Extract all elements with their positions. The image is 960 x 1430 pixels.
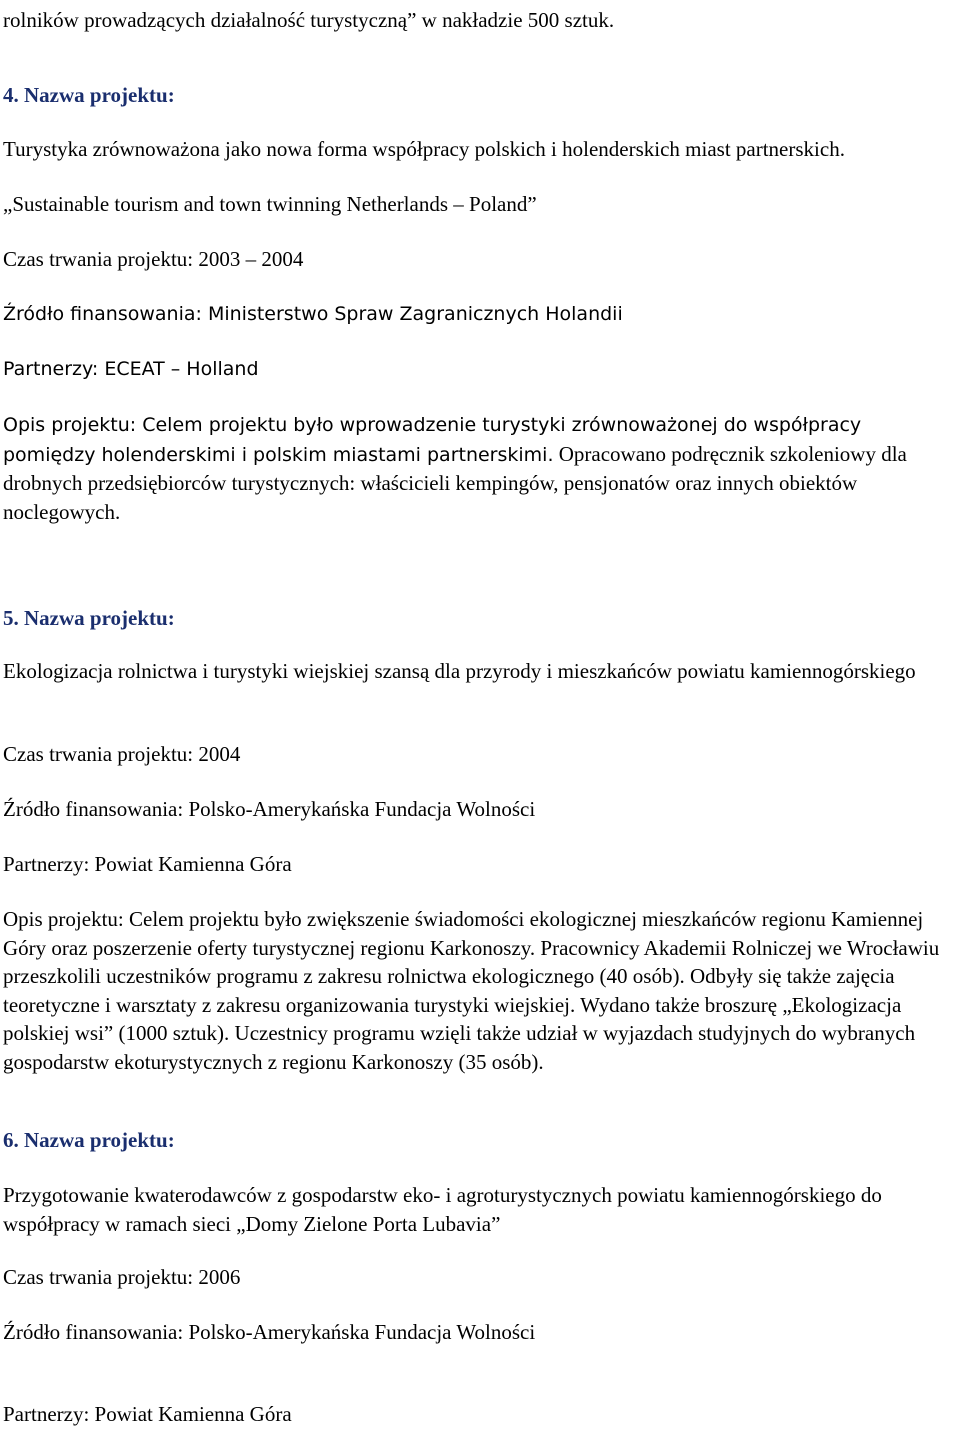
project-4-description-part1: Opis projektu: Celem projektu było wprowadzenie turystyki zrównoważonej do współpracy pomiędzy holenderskimi i polskim miastami partnerskimi. — [3, 414, 862, 466]
project-6-duration: Czas trwania projektu: 2006 — [3, 1265, 241, 1289]
project-5-description: Opis projektu: Celem projektu było zwiększenie świadomości ekologicznej mieszkańców regionu Kamiennej Góry oraz poszerzenie oferty turystycznej regionu Karkonoszy. Pracownicy Akademii Rolniczej we Wrocławiu przeszkolili uczestników programu z zakresu rolnictwa ekologicznego (40 osób). Odbyły się także zajęcia teoretyczne i warsztaty z zakresu organizowania turystyki wiejskiej. Wydano także broszurę „Ekologizacja polskiej wsi” (1000 sztuk). Uczestnicy programu wzięli także udział w wyjazdach studyjnych do wybranych gospodarstw ekoturystycznych z regionu Karkonoszy (35 osób). — [3, 907, 940, 1074]
project-4-title: Turystyka zrównoważona jako nowa forma współpracy polskich i holenderskich miast partnerskich. — [3, 137, 845, 161]
project-6-funding: Źródło finansowania: Polsko-Amerykańska Fundacja Wolności — [3, 1320, 536, 1344]
project-5-funding: Źródło finansowania: Polsko-Amerykańska Fundacja Wolności — [3, 797, 536, 821]
project-4-partners: Partnerzy: ECEAT – Holland — [3, 358, 259, 380]
project-6-partners: Partnerzy: Powiat Kamienna Góra — [3, 1402, 292, 1426]
project-4-funding: Źródło finansowania: Ministerstwo Spraw Zagranicznych Holandii — [3, 303, 623, 325]
project-4-heading: 4. Nazwa projektu: — [3, 83, 175, 107]
continued-text: rolników prowadzących działalność turystyczną” w nakładzie 500 sztuk. — [3, 8, 615, 32]
project-5-partners: Partnerzy: Powiat Kamienna Góra — [3, 852, 292, 876]
project-5-duration: Czas trwania projektu: 2004 — [3, 742, 241, 766]
project-5-heading: 5. Nazwa projektu: — [3, 606, 175, 630]
project-4-subtitle: „Sustainable tourism and town twinning Netherlands – Poland” — [3, 192, 537, 216]
project-4-description-part2: Opracowano podręcznik szkoleniowy dla drobnych przedsiębiorców turystycznych: właścicieli kempingów, pensjonatów oraz innych obiektów noclegowych. — [3, 441, 907, 524]
project-4-duration: Czas trwania projektu: 2003 – 2004 — [3, 247, 304, 271]
project-5-title: Ekologizacja rolnictwa i turystyki wiejskiej szansą dla przyrody i mieszkańców powiatu kamiennogórskiego — [3, 659, 916, 683]
project-6-heading: 6. Nazwa projektu: — [3, 1128, 175, 1152]
project-4-description — [3, 410, 958, 526]
project-6-title: Przygotowanie kwaterodawców z gospodarstw eko- i agroturystycznych powiatu kamiennogórskiego do współpracy w ramach sieci „Domy Zielone Porta Lubavia” — [3, 1183, 882, 1236]
